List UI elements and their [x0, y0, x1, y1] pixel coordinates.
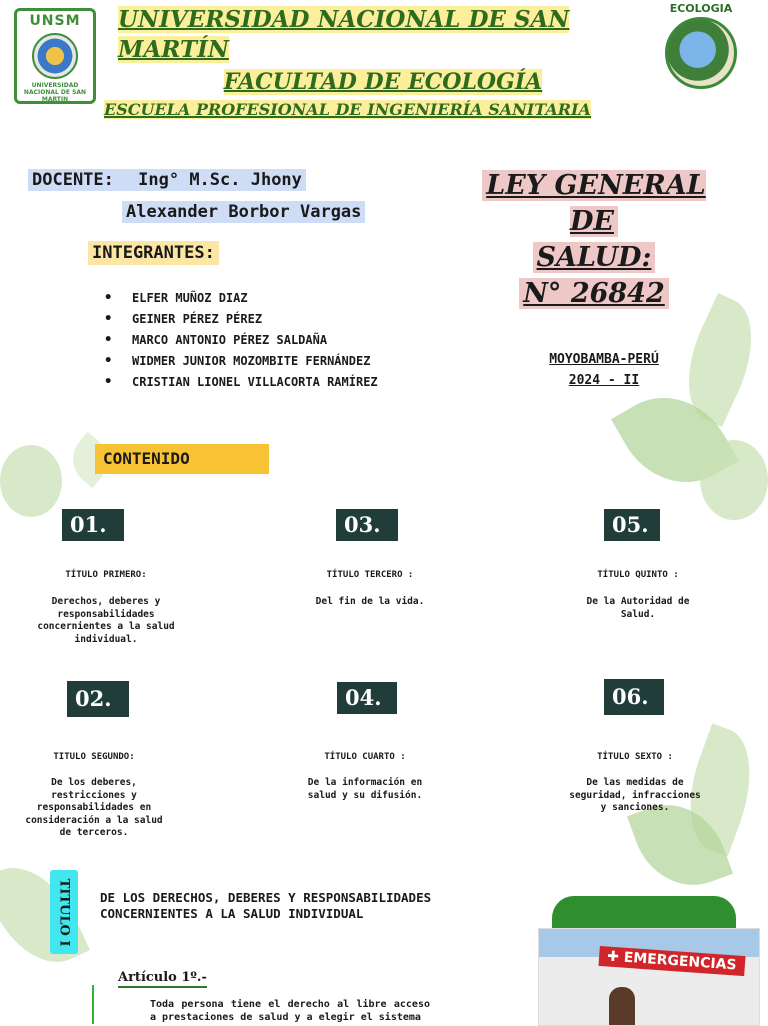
integrantes-heading: INTEGRANTES:	[88, 243, 219, 263]
list-item: • WIDMER JUNIOR MOZOMBITE FERNÁNDEZ	[104, 351, 378, 372]
docente-name-2: Alexander Borbor Vargas	[122, 201, 365, 223]
ley-title	[456, 168, 732, 312]
header-titles	[104, 5, 648, 121]
number-box: 02.	[67, 681, 129, 717]
members-list	[104, 288, 378, 393]
docente-line-2	[122, 202, 365, 222]
emergency-sign: ✚ EMERGENCIAS	[598, 946, 745, 976]
titulo-heading: TÍTULO SEXTO :	[597, 752, 673, 762]
titulo-description: De la Autoridad de Salud.	[586, 596, 690, 620]
number-box: 01.	[62, 509, 124, 541]
list-item: • MARCO ANTONIO PÉREZ SALDAÑA	[104, 330, 378, 351]
titulo-description: Del fin de la vida.	[315, 596, 425, 607]
titulo-description: De las medidas de seguridad, infracciones y sanciones.	[569, 777, 701, 813]
titulo-heading: TITULO SEGUNDO:	[53, 752, 135, 762]
city-text: MOYOBAMBA-PERÚ	[549, 352, 659, 367]
number-box: 04.	[337, 682, 397, 714]
titulo-heading: TÍTULO TERCERO :	[326, 570, 414, 580]
logo-ring-text: UNIVERSIDAD NACIONAL DE SAN MARTIN	[23, 82, 87, 103]
contenido-heading: CONTENIDO	[95, 444, 269, 474]
faculty-title: FACULTAD DE ECOLOGÍA	[223, 69, 543, 95]
titulo-description: Derechos, deberes y responsabilidades concernientes a la salud individual.	[37, 596, 175, 645]
ley-line-1: LEY GENERAL DE	[482, 170, 706, 237]
divider-line	[92, 985, 94, 1024]
docente-line-1	[28, 169, 306, 191]
cross-icon: ✚	[606, 948, 625, 966]
school-title: ESCUELA PROFESIONAL DE INGENIERÍA SANITARIA	[104, 100, 591, 119]
docente-block	[28, 170, 306, 190]
article-text: Toda persona tiene el derecho al libre acceso a prestaciones de salud y a elegir el sistema	[150, 999, 430, 1023]
university-title: UNIVERSIDAD NACIONAL DE SAN MARTÍN	[118, 6, 570, 63]
titulo-description: De los deberes, restricciones y responsabilidades en consideración a la salud de terceros.	[25, 777, 163, 838]
number-box: 06.	[604, 679, 664, 715]
titulo-description: De la información en salud y su difusión.	[307, 777, 423, 801]
ecologia-logo-text: ECOLOGIA	[669, 2, 733, 15]
globe-icon	[665, 17, 737, 89]
titulo-heading: TÍTULO QUINTO :	[597, 570, 679, 580]
titulo-heading: TÍTULO CUARTO :	[324, 752, 406, 762]
docente-name-1: Ing° M.Sc. Jhony	[138, 170, 302, 190]
list-item: • ELFER MUÑOZ DIAZ	[104, 288, 378, 309]
location-block	[514, 349, 694, 391]
logo-brand: UNSM	[29, 13, 81, 29]
number-box: 03.	[336, 509, 398, 541]
decorative-leaf	[0, 445, 62, 517]
section-heading: DE LOS DERECHOS, DEBERES Y RESPONSABILIDADES CONCERNIENTES A LA SALUD INDIVIDUAL	[100, 890, 432, 921]
article-label: Artículo 1º.-	[118, 970, 207, 988]
person-figure	[609, 987, 635, 1025]
ecologia-logo	[660, 2, 742, 102]
emergency-photo	[538, 928, 760, 1026]
unsm-logo	[14, 8, 96, 104]
seal-icon	[32, 33, 78, 79]
ley-line-2: SALUD:	[533, 242, 656, 273]
number-box: 05.	[604, 509, 660, 541]
titulo-heading: TÍTULO PRIMERO:	[65, 570, 147, 580]
docente-label: DOCENTE:	[32, 170, 114, 190]
period-text: 2024 - II	[568, 373, 640, 388]
titulo-tag: TITULO I	[50, 870, 78, 954]
list-item: • CRISTIAN LIONEL VILLACORTA RAMÍREZ	[104, 372, 378, 393]
list-item: • GEINER PÉREZ PÉREZ	[104, 309, 378, 330]
ley-line-3: N° 26842	[519, 278, 669, 309]
decorative-leaf	[700, 440, 768, 520]
